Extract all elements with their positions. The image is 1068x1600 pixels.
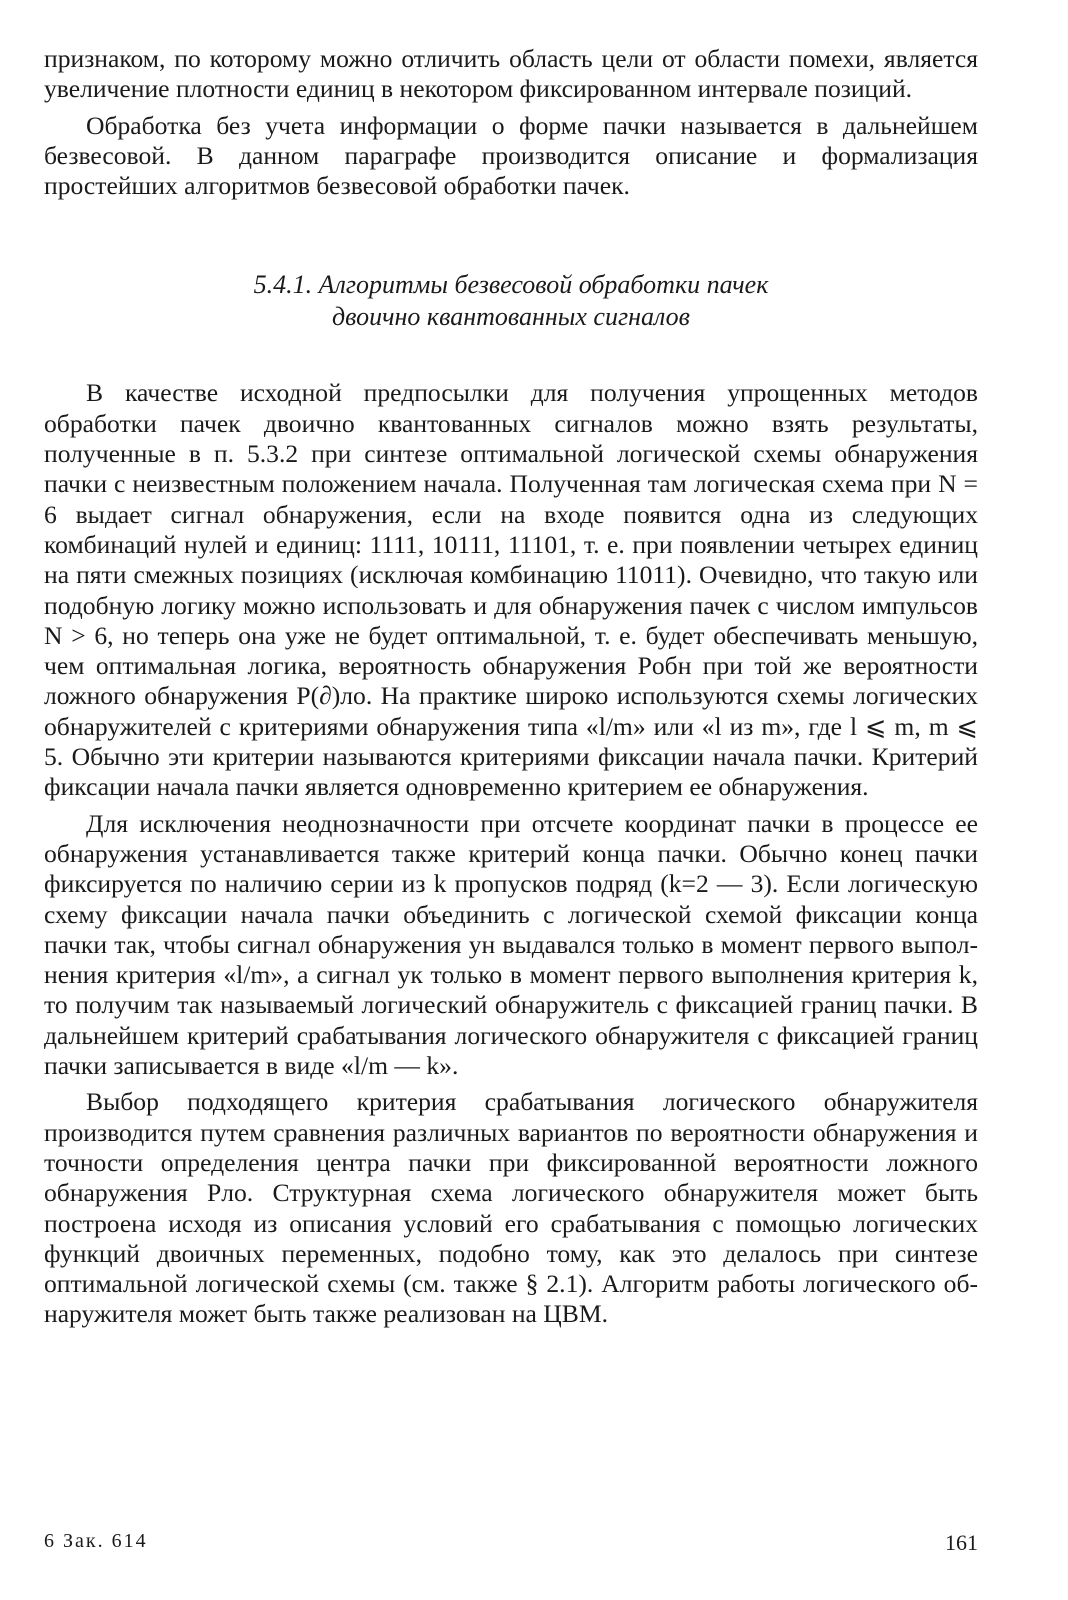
section-heading-line1: 5.4.1. Алгоритмы безвесовой обработки пачек	[253, 270, 769, 300]
intro-paragraph-continued: признаком, по которому можно отличить область цели от области помехи, является увеличение плотности единиц в некотором фиксированном интервале позиций.	[44, 44, 978, 104]
intro-paragraph-weightless: Обработка без учета информации о форме пачки называется в дальнейшем безвесовой. В данном параграфе производится описание и формализация простейших алгоритмов безвесовой обработки пачек.	[44, 110, 978, 201]
body-paragraph-2: Для исключения неоднозначности при отсчете координат пачки в процессе ее обнаружения устанавливается также критерий конца пачки. Обычно конец пачки фиксируется по наличию серии из k пропусков подряд (k=2 — 3). Если логическую схему фиксации начала пачки объединить с логической схемой фиксации конца пачки так, чтобы сигнал обнаружения yн выдавался только в момент первого выполнения критерия «l/m», а сигнал yк только в момент первого выполнения критерия k, то получим так называемый логический обнаружитель с фиксацией границ пачки. В дальнейшем критерий срабатывания логического обнаружителя с фиксацией границ пачки записывается в виде «l/m — k».	[44, 808, 978, 1081]
section-heading-line2: двоично квантованных сигналов	[332, 302, 690, 332]
page-body	[44, 44, 978, 1330]
page-footer	[44, 1530, 978, 1562]
section-heading	[44, 269, 978, 333]
printing-signature: 6 Зак. 614	[44, 1530, 148, 1552]
body-paragraph-3: Выбор подходящего критерия срабатывания логического обнаружителя производится путем сравнения различных вариантов по вероятности обнаружения и точности определения центра пачки при фиксированной вероятности ложного обнаружения Pло. Структурная схема логического обнаружителя может быть построена исходя из описания условий его срабатывания с помощью логических функций двоичных переменных, подобно тому, как это делалось при синтезе оптимальной логической схемы (см. также § 2.1). Алгоритм работы логического обнаружителя может быть также реализован на ЦВМ.	[44, 1087, 978, 1329]
page-number: 161	[945, 1530, 978, 1555]
body-paragraph-1: В качестве исходной предпосылки для получения упрощенных методов обработки пачек двоично квантованных сигналов можно взять результаты, полученные в п. 5.3.2 при синтезе оптимальной логической схемы обнаружения пачки с неизвестным положением начала. Полученная там логическая схема при N = 6 выдает сигнал обнаружения, если на входе появится одна из следующих комбинаций нулей и единиц: 1111, 10111, 11101, т. е. при появлении четырех единиц на пяти смежных позициях (исключая комбинацию 11011). Очевидно, что такую или подобную логику можно использовать и для обнаружения пачек с числом импульсов N > 6, но теперь она уже не будет оптимальной, т. е. будет обеспечивать меньшую, чем оптимальная логика, вероятность обнаружения Pобн при той же вероятности ложного обнаружения P(∂)ло. На практике широко используются схемы логических обнаружителей с критериями обнаружения типа «l/m» или «l из m», где l ⩽ m, m ⩽ 5. Обычно эти критерии называются критериями фиксации начала пачки. Критерий фиксации начала пачки является одновременно критерием ее обнаружения.	[44, 378, 978, 802]
